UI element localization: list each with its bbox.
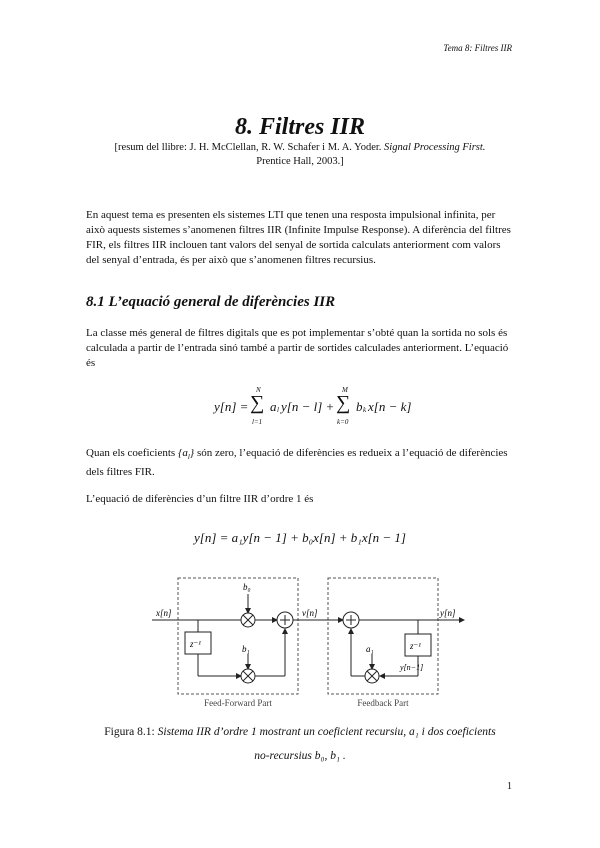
sum1-sigma: ∑	[250, 392, 265, 414]
eq-term1-coef: a	[270, 399, 277, 414]
source-prefix: [resum del llibre: J. H. McClellan, R. W. Schafer i M. A. Yoder.	[114, 142, 382, 153]
source-reference	[90, 141, 510, 169]
coefs-before: Quan els coeficients	[86, 447, 176, 459]
coefficients-paragraph	[86, 446, 516, 480]
iir-block-diagram	[148, 572, 468, 712]
eq-term2-coef: b	[356, 399, 363, 414]
caption-line2: no-recursius	[254, 750, 312, 762]
page-title: 8. Filtres IIR	[234, 114, 366, 140]
label-a1: a₁	[366, 644, 374, 654]
caption-label: Figura 8.1:	[104, 726, 155, 738]
label-ff-part: Feed-Forward Part	[204, 698, 272, 708]
figure-caption	[60, 720, 540, 768]
label-y-delayed: y[n−1]	[400, 663, 424, 672]
label-b1: b₁	[242, 644, 250, 654]
label-input: x[n]	[156, 608, 172, 618]
page-number: 1	[507, 781, 512, 792]
source-book: Signal Processing First.	[384, 142, 486, 153]
source-publisher: Prentice Hall, 2003.]	[256, 156, 344, 167]
label-delay-2: z⁻¹	[410, 641, 421, 651]
eq-term2-rest: x[n − k]	[368, 399, 412, 414]
eq-lhs: y[n] =	[214, 399, 249, 414]
label-delay-1: z⁻¹	[190, 639, 201, 649]
intro-paragraph: En aquest tema es presenten els sistemes LTI que tenen una resposta impulsional infinita, per això aquests sistemes s’anomenen filtres IIR (Infinite Impulse Response). A diferència del filtres FIR, els filtres IIR inclouen tant valors del senyal de sortida calculats anteriorment com valors del senyal d’entrada, és per això que s’anomenen filtres recursius.	[86, 209, 511, 266]
order1-paragraph: L’equació de diferències d’un filtre IIR d’ordre 1 és	[86, 493, 314, 505]
general-paragraph: La classe més general de filtres digitals que es pot implementar s’obté quan la sortida no sols és calculada a partir de l’entrada sinó també a partir de sortides calculades anteriorment. L’equació és	[86, 327, 509, 369]
running-header: Tema 8: Filtres IIR	[443, 43, 512, 53]
label-v: v[n]	[302, 608, 318, 618]
sum2-lower: k=0	[337, 418, 349, 426]
general-equation	[214, 384, 414, 432]
caption-text: Sistema IIR d’ordre 1 mostrant un coeficient recursiu,	[157, 726, 407, 738]
eq-term1-rest: y[n − l] +	[281, 399, 335, 414]
eq-term2-sub: k	[363, 406, 367, 414]
sum1-lower: l=1	[252, 418, 263, 426]
sum2-sigma: ∑	[336, 392, 351, 414]
label-b0: b₀	[243, 582, 251, 592]
sum1-upper: N	[256, 386, 261, 394]
section-heading: 8.1 L’equació general de diferències IIR	[86, 294, 336, 310]
label-fb-part: Feedback Part	[357, 698, 409, 708]
eq-term1-sub: l	[277, 406, 279, 414]
caption-b-symbols: b₀, b₁ .	[314, 750, 346, 762]
coefs-after: són zero, l’equació de diferències es redueix a l’equació de diferències dels filtres FIR.	[86, 447, 508, 479]
label-y: y[n]	[440, 608, 456, 618]
sum2-upper: M	[342, 386, 348, 394]
coefs-symbol: $\{a_l\}$	[177, 447, 195, 462]
caption-text2: i dos coeficients	[421, 726, 496, 738]
caption-a-symbol: a₁	[409, 726, 419, 738]
order1-equation: y[n] = a₁y[n − 1] + b₀x[n] + b₁x[n − 1]	[194, 530, 406, 545]
